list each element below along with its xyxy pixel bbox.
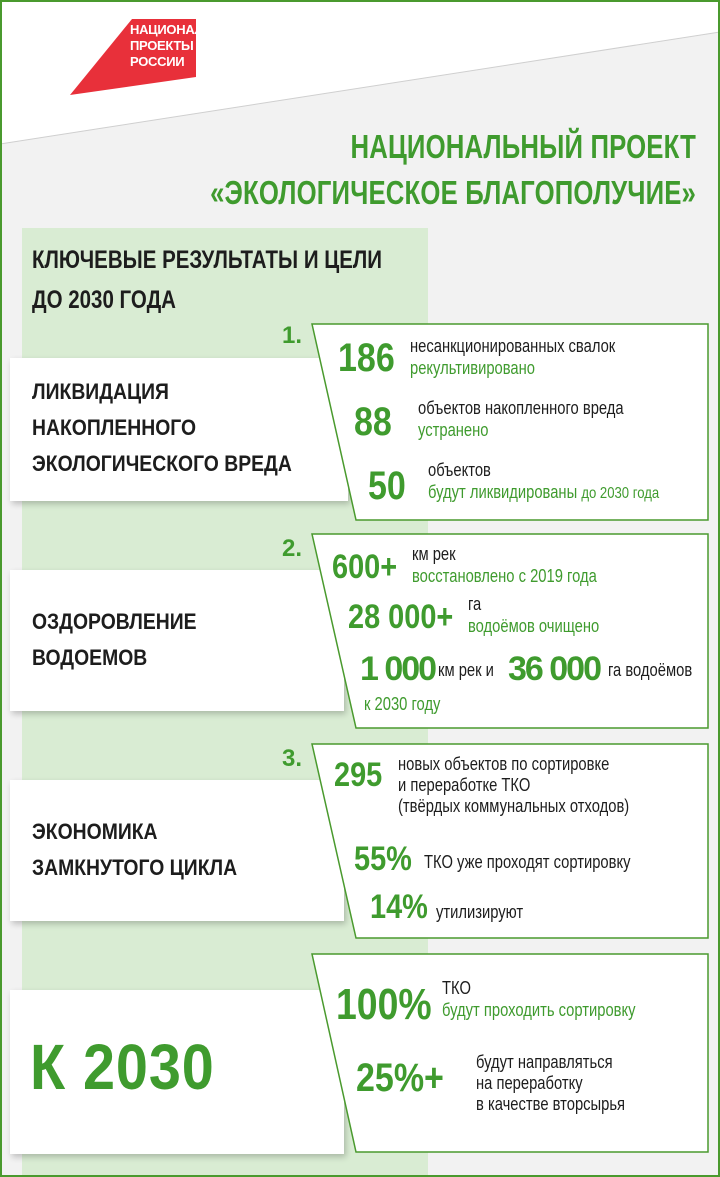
stat-value: 100% [336, 980, 432, 1029]
stat-green-text: восстановлено с 2019 года [412, 566, 597, 586]
stat-text: га [468, 594, 482, 614]
stat-value: 55% [354, 840, 412, 878]
stat-text: объектов [428, 460, 491, 480]
stat-text: км рек и [438, 660, 494, 680]
stat-value-2: 36 000 [508, 650, 600, 688]
target-year-label: К 2030 [30, 1031, 215, 1103]
stat-value: 186 [338, 336, 395, 380]
stat-value: 50 [368, 464, 406, 508]
stat-green-text: устранено [418, 420, 489, 440]
stat-text: объектов накопленного вреда [418, 398, 624, 418]
stat-text: ТКО [442, 978, 471, 998]
stat-green-text: будут ликвидированы [428, 482, 578, 502]
label-line: ЭКОЛОГИЧЕСКОГО ВРЕДА [32, 451, 292, 476]
stat-text: несанкционированных свалок [410, 336, 616, 356]
stat-value: 14% [370, 888, 428, 926]
stat-value: 1 000 [360, 650, 436, 688]
section-number-2: 2. [282, 535, 303, 562]
label-line: ЛИКВИДАЦИЯ [32, 379, 169, 404]
stat-green-text: рекультивировано [410, 358, 535, 378]
title-line-1: НАЦИОНАЛЬНЫЙ ПРОЕКТ [350, 128, 696, 165]
stat-value: 28 000+ [348, 598, 454, 636]
stat-value: 25%+ [356, 1056, 444, 1100]
section-number-3: 3. [282, 745, 303, 772]
stat-value: 600+ [332, 548, 398, 586]
label-line: ВОДОЕМОВ [32, 645, 148, 670]
section-number-1: 1. [282, 322, 303, 349]
logo-text: НАЦИОНАЛЬНЫЕ ПРОЕКТЫ РОССИИ [130, 22, 243, 69]
label-line: ОЗДОРОВЛЕНИЕ [32, 609, 197, 634]
stat-green-text: к 2030 году [364, 694, 441, 714]
stat-text: ТКО уже проходят сортировку [424, 852, 631, 872]
label-line: ЗАМКНУТОГО ЦИКЛА [32, 855, 238, 880]
stat-text: будут направляться на переработку в качестве вторсырья [476, 1052, 626, 1114]
stat-green-text: будут проходить сортировку [442, 1000, 636, 1020]
stat-value: 88 [354, 400, 392, 444]
key-heading-line-1: КЛЮЧЕВЫЕ РЕЗУЛЬТАТЫ И ЦЕЛИ [32, 246, 383, 274]
label-line: НАКОПЛЕННОГО [32, 415, 197, 440]
label-line: ЭКОНОМИКА [32, 819, 158, 844]
key-heading-line-2: ДО 2030 ГОДА [32, 286, 176, 314]
stat-tail-text: до 2030 года [581, 485, 660, 502]
stat-text: км рек [412, 544, 456, 564]
stat-text: новых объектов по сортировке и переработке ТКО (твёрдых коммунальных отходов) [398, 754, 630, 816]
stat-text: утилизируют [436, 902, 524, 922]
stat-value: 295 [334, 756, 383, 794]
stat-green-text: водоёмов очищено [468, 616, 600, 636]
stat-text-2: га водоёмов [608, 660, 693, 680]
title-line-2: «ЭКОЛОГИЧЕСКОЕ БЛАГОПОЛУЧИЕ» [210, 174, 696, 211]
